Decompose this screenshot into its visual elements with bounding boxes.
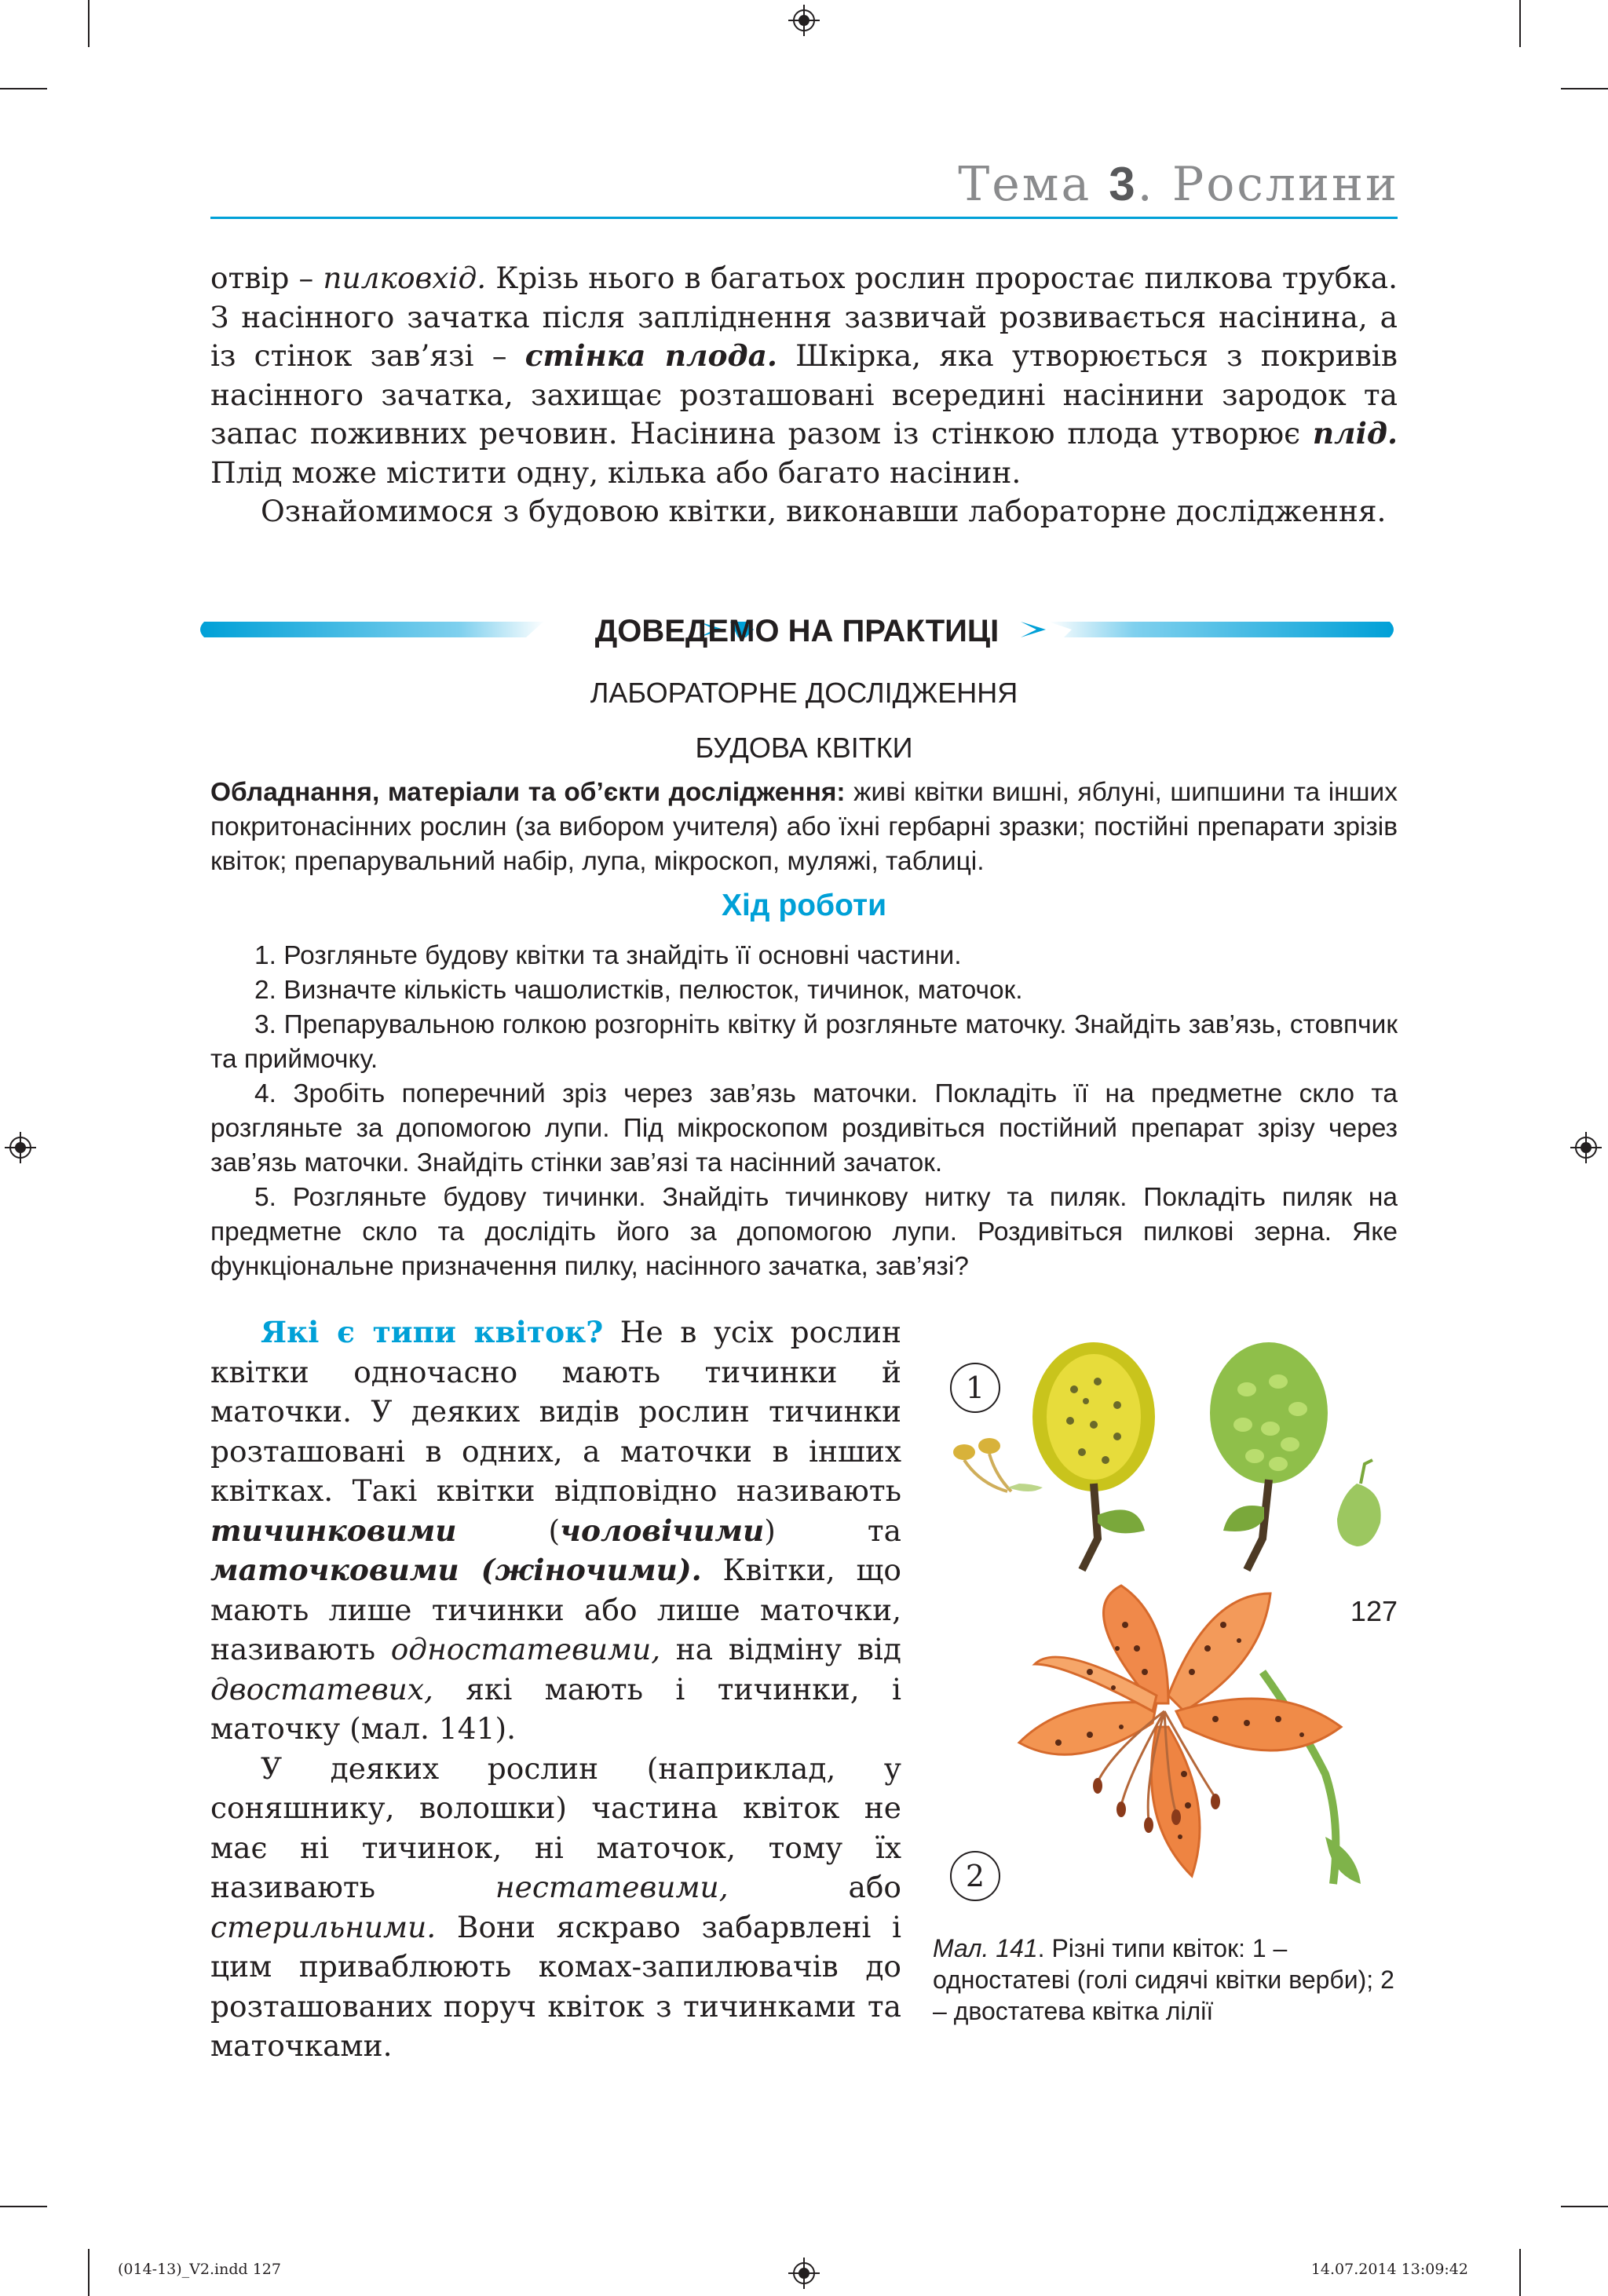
- figure-label-1: 1: [950, 1363, 1000, 1413]
- crop-mark: [1561, 2206, 1608, 2207]
- registration-mark-icon: [788, 5, 820, 36]
- term-sterile: стерильними.: [210, 1909, 437, 1944]
- flower-illustration: [933, 1334, 1404, 1931]
- banner-title: ДОВЕДЕМО НА ПРАКТИЦІ: [594, 614, 1000, 648]
- work-step: 2. Визначте кількість чашолистків, пелюсток, тичинок, маточок.: [254, 976, 1023, 1005]
- intro-text-run: Плід може містити одну, кілька або багато насінин.: [210, 454, 1021, 490]
- crop-mark: [1519, 2249, 1521, 2296]
- term-pollen-entry: пилковхід.: [323, 261, 487, 295]
- crop-mark: [0, 88, 47, 89]
- equipment-text: живі квітки вишні, яблуні, шипшини та інших покритонасінних рослин (за вибором учителя) або їхні гербарні зразки; постійні препарати зрізів квіток; препарувальний набір, лупа, мікроскоп, муляжі, таблиці.: [210, 778, 1398, 876]
- topic-header: [958, 157, 1399, 212]
- work-steps: [210, 939, 1398, 1284]
- term-pistillate: маточковими (жіночими).: [210, 1553, 702, 1587]
- flower-types-paragraph-2: [210, 1749, 901, 2066]
- figure-141: [933, 1334, 1404, 1931]
- body-text-run: У деяких рослин (наприклад, у соняшнику, волошки) частина квіток не має ні тичинок, ні маточок, тому їх називають: [210, 1750, 901, 1904]
- work-step: 3. Препарувальною голкою розгорніть квітку й розгляньте маточку. Знайдіть зав’язь, стовпчик та приймочку.: [210, 1010, 1398, 1074]
- registration-mark-icon: [5, 1132, 36, 1163]
- figure-caption-ref: Мал. 141: [933, 1934, 1038, 1962]
- crop-mark: [88, 2249, 90, 2296]
- body-text-run: Квітки, що мають лише тичинки або лише маточки, називають: [210, 1553, 901, 1666]
- term-unisexual: одностатевими,: [390, 1632, 661, 1666]
- intro-text-run: отвір –: [210, 261, 323, 295]
- intro-text: [210, 259, 1398, 531]
- lab-heading: ЛАБОРАТОРНЕ ДОСЛІДЖЕННЯ: [590, 677, 1018, 709]
- figure-caption-text: . Різні типи квіток: 1 – одностатеві (голі сидячі квітки верби); 2 – двостатева квітка лілії: [933, 1934, 1394, 2025]
- work-step: 1. Розгляньте будову квітки та знайдіть її основні частини.: [254, 941, 962, 970]
- pistil-detail: [1337, 1460, 1381, 1546]
- topic-number: 3: [1109, 158, 1138, 210]
- work-title: Хід роботи: [721, 889, 887, 922]
- header-rule: [210, 217, 1398, 219]
- term-fruit-wall: стінка плода.: [524, 338, 777, 373]
- willow-pistillate-catkin: [1210, 1342, 1328, 1570]
- slug-file-info: (014-13)_V2.indd 127: [118, 2261, 281, 2278]
- lab-subheading: БУДОВА КВІТКИ: [695, 732, 913, 764]
- term-staminate: тичинковими: [210, 1513, 457, 1548]
- crop-mark: [0, 2206, 47, 2207]
- practice-banner: [196, 611, 1398, 652]
- tiger-lily-flower: [1019, 1586, 1341, 1876]
- flower-types-paragraph-1: [210, 1312, 901, 1749]
- body-text-run: (: [456, 1513, 561, 1548]
- body-text-run: Не в усіх рослин квітки одночасно мають тичинки й маточки. У деяких видів рослин тичинки розташовані в одних, а маточки в інших квітках. Такі квітки відповідно називають: [210, 1315, 901, 1508]
- figure-caption: [933, 1933, 1404, 2027]
- slug-date-time: 14.07.2014 13:09:42: [1310, 2261, 1468, 2278]
- body-text-run: ) та: [764, 1513, 901, 1548]
- work-step: 4. Зробіть поперечний зріз через зав’язь маточки. Покладіть її на предметне скло та розгляньте за допомогою лупи. Під мікроскопом роздивіться постійний препарат зрізу через зав’язь маточки. Знайдіть стінки зав’язі та насінний зачаток.: [210, 1079, 1398, 1177]
- body-text-run: Вони яскраво забарвлені і цим приваблюють комах-запилювачів до розташованих поруч квіток з тичинками та маточками.: [210, 1909, 901, 2063]
- intro-text-run: Шкірка, яка утворюється з покривів насінного зачатка, захищає розташовані всередині насінини зародок та запас поживних речовин. Насінина разом із стінкою плода утворює: [210, 338, 1398, 451]
- willow-staminate-catkin: [1032, 1342, 1155, 1570]
- body-text-run: або: [728, 1870, 901, 1904]
- intro-text-run: Крізь нього в багатьох рослин проростає пилкова трубка. З насінного зачатка після запліднення зазвичай розвивається насінина, а із стінок зав’язі –: [210, 261, 1398, 373]
- equipment-paragraph: [210, 776, 1398, 879]
- term-male: чоловічими: [560, 1513, 765, 1548]
- stamen-detail: [953, 1438, 1043, 1491]
- equipment-label: Обладнання, матеріали та об’єкти дослідження:: [210, 778, 846, 807]
- figure-label-2: 2: [950, 1851, 1000, 1901]
- flower-types-text: [210, 1312, 901, 2066]
- crop-mark: [88, 0, 90, 47]
- registration-mark-icon: [1570, 1132, 1602, 1163]
- work-step: 5. Розгляньте будову тичинки. Знайдіть тичинкову нитку та пиляк. Покладіть пиляк на предметне скло та дослідіть його за допомогою лупи. Роздивіться пилкові зерна. Яке функціональне призначення пилку, насінного зачатка, зав’язі?: [210, 1183, 1398, 1281]
- term-asexual: нестатевими,: [495, 1870, 729, 1904]
- term-fruit: плід.: [1312, 416, 1398, 451]
- topic-word: Тема: [958, 157, 1092, 212]
- body-text-run: які мають і тичинки, і маточку (мал. 141).: [210, 1671, 901, 1746]
- body-text-run: на відміну від: [660, 1632, 901, 1666]
- page-number: 127: [1350, 1595, 1398, 1627]
- term-bisexual: двостатевих,: [210, 1671, 433, 1706]
- crop-mark: [1519, 0, 1521, 47]
- crop-mark: [1561, 88, 1608, 89]
- topic-name: . Рослини: [1137, 157, 1399, 212]
- intro-paragraph-2: Ознайомимося з будовою квітки, виконавши лабораторне дослідження.: [261, 494, 1387, 528]
- flower-types-question: Які є типи квіток?: [261, 1315, 604, 1349]
- registration-mark-icon: [788, 2258, 820, 2289]
